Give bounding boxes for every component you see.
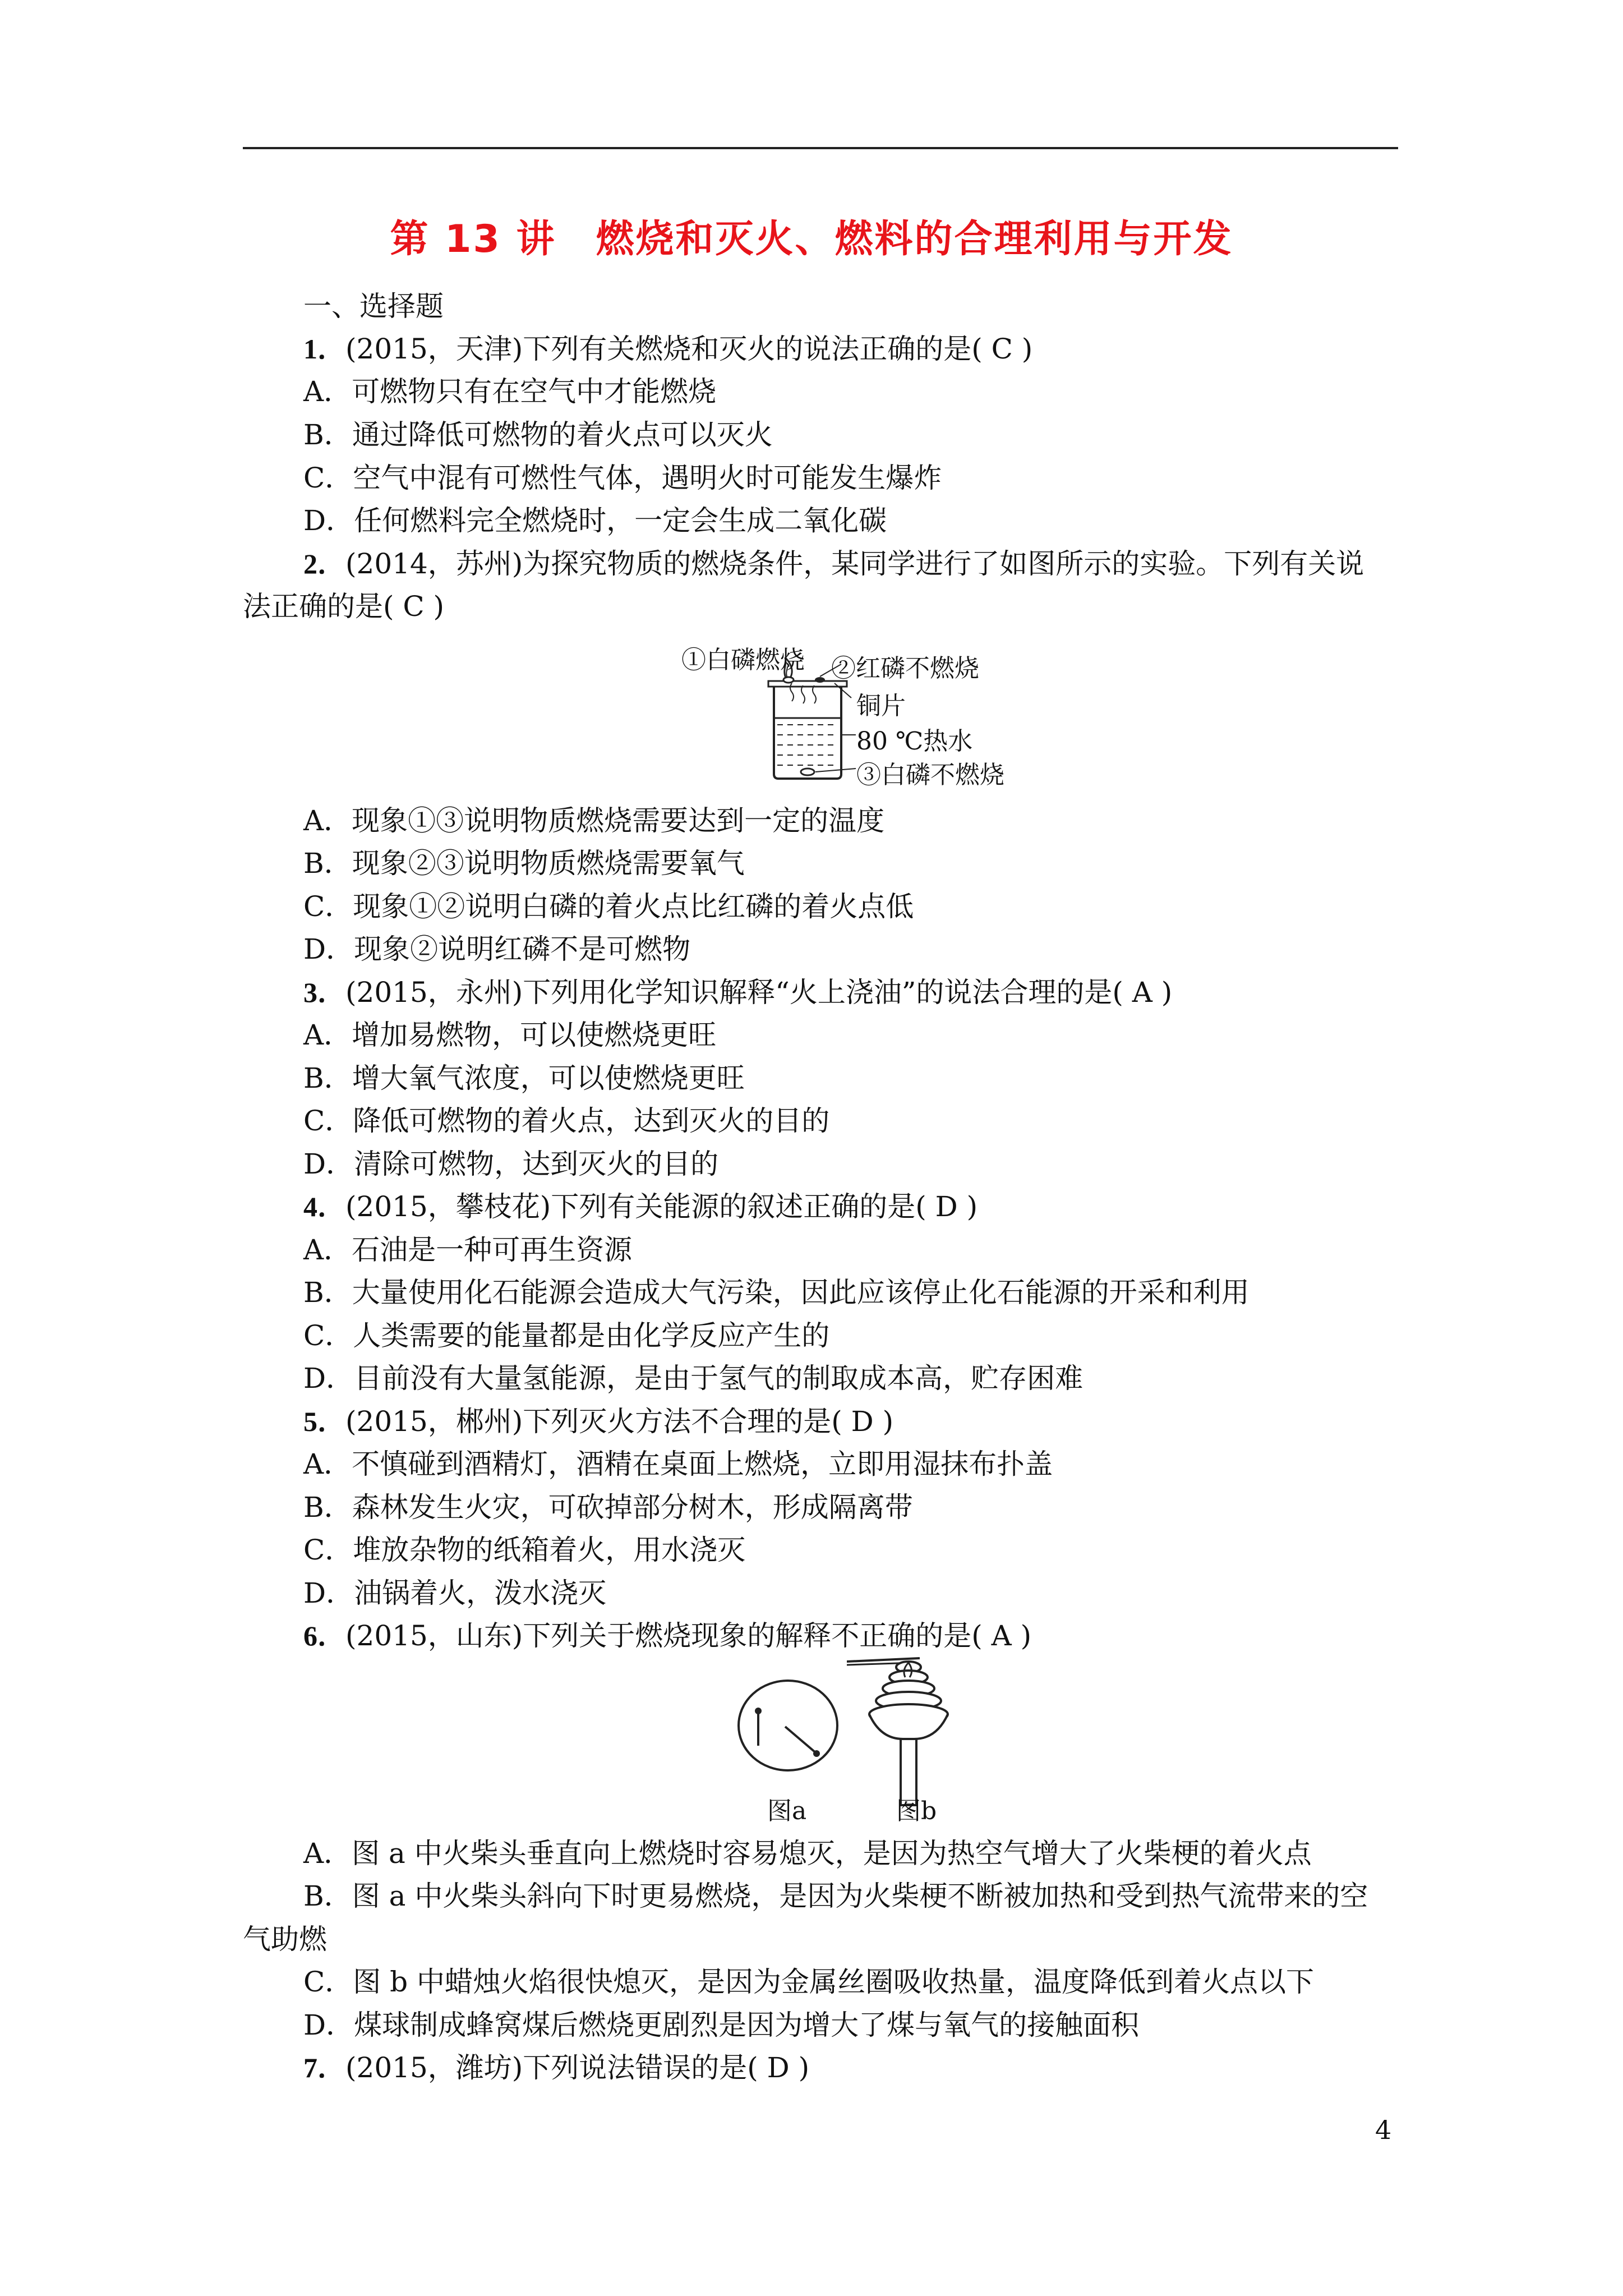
option: D．现象②说明红磷不是可燃物 xyxy=(303,933,691,965)
option: D．油锅着火，泼水浇灭 xyxy=(303,1577,607,1609)
figure-label: 铜片 xyxy=(856,692,906,720)
question-stem: (2015，郴州)下列灭火方法不合理的是( D ) xyxy=(345,1405,894,1438)
question-stem: (2015，永州)下列用化学知识解释“火上浇油”的说法合理的是( A ) xyxy=(345,976,1173,1009)
question-number: 7． xyxy=(303,2052,345,2083)
option: C．空气中混有可燃性气体，遇明火时可能发生爆炸 xyxy=(303,462,942,494)
option: B．大量使用化石能源会造成大气污染，因此应该停止化石能源的开采和利用 xyxy=(303,1276,1249,1309)
option: B．通过降低可燃物的着火点可以灭火 xyxy=(303,418,773,451)
question-number: 2． xyxy=(303,548,345,579)
question-stem: (2014，苏州)为探究物质的燃烧条件，某同学进行了如图所示的实验。下列有关说 xyxy=(345,547,1364,580)
question-stem-continued: 法正确的是( C ) xyxy=(243,590,445,623)
option: A．可燃物只有在空气中才能燃烧 xyxy=(303,375,717,408)
figure-label: ③白磷不燃烧 xyxy=(856,761,1004,789)
option: C．堆放杂物的纸箱着火，用水浇灭 xyxy=(303,1534,746,1566)
option: A．石油是一种可再生资源 xyxy=(303,1234,633,1266)
question-7 xyxy=(303,2051,809,2085)
figure-label: ②红磷不燃烧 xyxy=(831,654,979,683)
option: C．降低可燃物的着火点，达到灭火的目的 xyxy=(303,1105,830,1137)
option: B．图 a 中火柴头斜向下时更易燃烧，是因为火柴梗不断被加热和受到热气流带来的空 xyxy=(303,1880,1368,1912)
header-rule xyxy=(243,147,1398,149)
option: D．煤球制成蜂窝煤后燃烧更剧烈是因为增大了煤与氧气的接触面积 xyxy=(303,2009,1140,2041)
option: D．清除可燃物，达到灭火的目的 xyxy=(303,1148,719,1180)
page-title: 第 13 讲 燃烧和灭火、燃料的合理利用与开发 xyxy=(390,217,1233,261)
option: C．现象①②说明白磷的着火点比红磷的着火点低 xyxy=(303,890,914,923)
option: D．目前没有大量氢能源，是由于氢气的制取成本高，贮存困难 xyxy=(303,1362,1083,1395)
question-stem: (2015，天津)下列有关燃烧和灭火的说法正确的是( C ) xyxy=(345,333,1033,365)
figure-label: 80 ℃热水 xyxy=(856,727,973,756)
figure-label: ①白磷燃烧 xyxy=(681,646,805,674)
question-stem: (2015，攀枝花)下列有关能源的叙述正确的是( D ) xyxy=(345,1190,978,1223)
question-stem: (2015，潍坊)下列说法错误的是( D ) xyxy=(345,2051,810,2084)
question-number: 3． xyxy=(303,977,345,1008)
option: A．图 a 中火柴头垂直向上燃烧时容易熄灭，是因为热空气增大了火柴梗的着火点 xyxy=(303,1837,1312,1870)
question-6 xyxy=(303,1619,1031,1653)
question-number: 4． xyxy=(303,1191,345,1222)
question-stem: (2015，山东)下列关于燃烧现象的解释不正确的是( A ) xyxy=(345,1619,1032,1652)
question-number: 5． xyxy=(303,1406,345,1437)
question-2 xyxy=(303,547,1364,581)
figure-label: 图a xyxy=(767,1797,807,1825)
section-heading: 一、选择题 xyxy=(303,290,444,323)
option: B．森林发生火灾，可砍掉部分树木，形成隔离带 xyxy=(303,1491,913,1524)
question-5 xyxy=(303,1405,893,1438)
option: C．图 b 中蜡烛火焰很快熄灭，是因为金属丝圈吸收热量，温度降低到着火点以下 xyxy=(303,1966,1315,1998)
page-number: 4 xyxy=(1375,2115,1392,2145)
figure-label: 图b xyxy=(896,1797,937,1825)
option: B．增大氧气浓度，可以使燃烧更旺 xyxy=(303,1062,745,1094)
option-continued: 气助燃 xyxy=(243,1923,327,1955)
option: A．增加易燃物，可以使燃烧更旺 xyxy=(303,1019,717,1051)
question-3 xyxy=(303,976,1172,1009)
option: A．现象①③说明物质燃烧需要达到一定的温度 xyxy=(303,804,885,837)
option: C．人类需要的能量都是由化学反应产生的 xyxy=(303,1319,830,1352)
question-4 xyxy=(303,1190,978,1223)
question-number: 1． xyxy=(303,333,345,365)
option: D．任何燃料完全燃烧时，一定会生成二氧化碳 xyxy=(303,504,887,537)
match-diagram xyxy=(736,1677,842,1773)
question-number: 6． xyxy=(303,1620,345,1651)
candle-coil-diagram xyxy=(847,1655,959,1812)
question-1 xyxy=(303,332,1032,366)
option: A．不慎碰到酒精灯，酒精在桌面上燃烧，立即用湿抹布扑盖 xyxy=(303,1448,1053,1480)
option: B．现象②③说明物质燃烧需要氧气 xyxy=(303,847,745,880)
